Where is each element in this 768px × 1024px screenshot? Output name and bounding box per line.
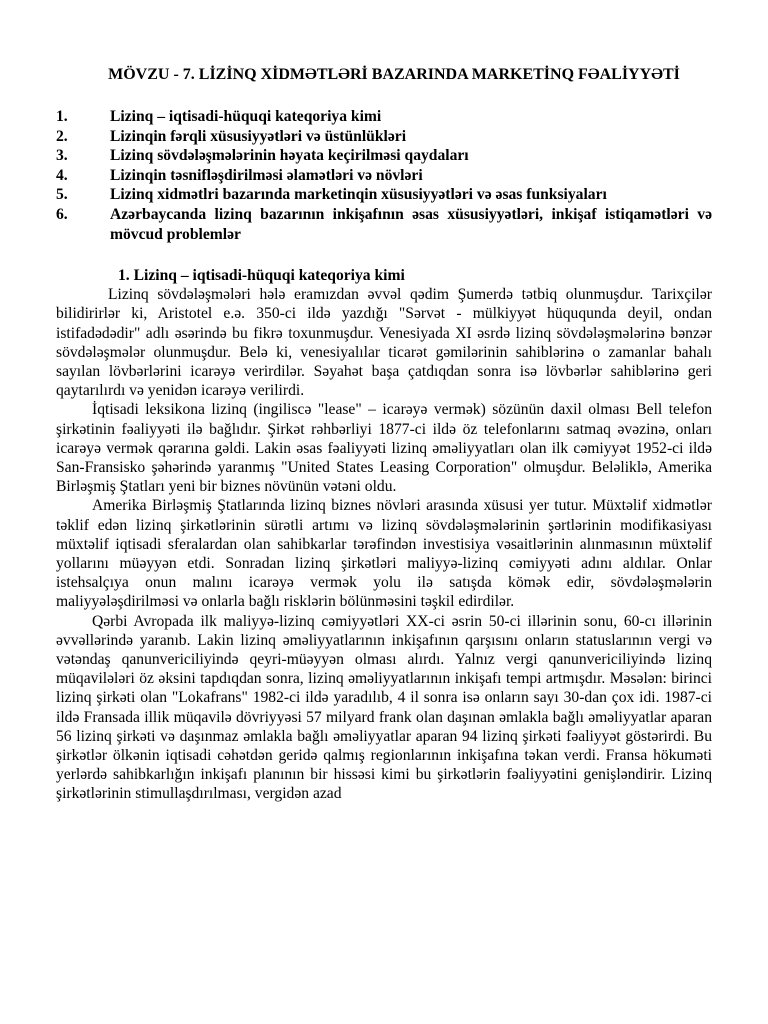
topic-item <box>56 146 712 166</box>
section-heading: 1. Lizinq – iqtisadi-hüquqi kateqoriya kimi <box>118 267 405 285</box>
topic-number: 1. <box>56 108 68 125</box>
topic-item <box>56 166 712 186</box>
topic-item <box>56 205 712 244</box>
page-title: MÖVZU - 7. LİZİNQ XİDMƏTLƏRİ BAZARINDA MARKETİNQ FƏALİYYƏTİ <box>108 66 680 83</box>
body-paragraph: Amerika Birləşmiş Ştatlarında lizinq biznes növləri arasında xüsusi yer tutur. Müxtəlif xidmətlər təklif edən lizinq şirkətlərinin sürətli artımı və lizinq sövdələşmələrinin şərtlərinin modifikasiyası müxtəlif iqtisadi sferalardan olan sahibkarlar tərəfindən investisiya vəsaitlərinin alınmasının müxtəlif yollarını müəyyən etdi. Sonradan lizinq şirkətləri maliyyə-lizinq cəmiyyəti adını aldılar. Onlar istehsalçıya onun malını icarəyə vermək yolu ilə satışda kömək edir, sövdələşmələrin maliyyələşdirilməsi və onlarla bağlı risklərin bölünməsini təşkil edirdilər. <box>56 497 712 611</box>
topic-number: 2. <box>56 127 68 145</box>
topic-text: Lizinq – iqtisadi-hüquqi kateqoriya kimi <box>110 108 382 125</box>
body-paragraph: Lizinq sövdələşmələri hələ eramızdan əvvəl qədim Şumerdə tətbiq olunmuşdur. Tarixçilər bilidirirlər ki, Aristotel e.ə. 350-ci ildə yazdığı "Sərvət - mülkiyyət hüququnda deyil, ondan istifadədədir" adlı əsərində bu fikrə toxunmuşdur. Venesiyada XI əsrdə lizinq sövdələşmələrinə bənzər sövdələşmələr olunmuşdur. Belə ki, venesiyalılar ticarət gəmilərinin sahiblərinə o zamanlar bahalı sayılan lövbərlərini icarəyə verirdilər. Səyahət başa çatdıqdan sonra isə lövbərlər sahiblərinə geri qaytarılırdı və yenidən icarəyə verilirdi. <box>56 286 712 400</box>
body-paragraph: İqtisadi leksikona lizinq (ingiliscə "lease" – icarəyə vermək) sözünün daxil olması Bell telefon şirkətinin fəaliyyəti ilə bağlıdır. Şirkət rəhbərliyi 1877-ci ildə öz telefonlarını satmaq əvəzinə, onları icarəyə vermək qərarına gəldi. Lakin əsas fəaliyyəti lizinq əməliyyatları olan ilk cəmiyyət 1952-ci ildə San-Fransisko şəhərində yaranmış "United States Leasing Corporation" olmuşdur. Beləliklə, Amerika Birləşmiş Ştatları yeni bir biznes növünün vətəni oldu. <box>56 401 712 496</box>
body-paragraph: Qərbi Avropada ilk maliyyə-lizinq cəmiyyətləri XX-ci əsrin 50-ci illərinin sonu, 60-cı illərinin əvvəllərində yaranıb. Lakin lizinq əməliyyatlarının inkişafının qarşısını onların statuslarının vergi və vətəndaş qanunvericiliyində qeyri-müəyyən olması alırdı. Yalnız vergi qanunvericiliyində lizinq müqavilələri öz əksini tapdıqdan sonra, lizinq əməliyyatlarının inkişafı tempi artmışdır. Məsələn: birinci lizinq şirkəti olan "Lokafrans" 1982-ci ildə yaradılıb, 4 il sonra isə onların sayı 30-dan çox idi. 1987-ci ildə Fransada illik müqavilə dövriyyəsi 57 milyard frank olan daşınan əmlakla bağlı əməliyyatlar aparan 56 lizinq şirkəti və daşınmaz əmlakla bağlı əməliyyatlar aparan 94 lizinq şirkəti fəaliyyət göstərirdi. Bu şirkətlər ölkənin iqtisadi cəhətdən geridə qalmış regionlarının inkişafına təkan verdi. Fransa hökuməti yerlərdə sahibkarlığın inkişafı planının bir hissəsi kimi bu şirkətlərin fəaliyyətini genişləndirir. Lizinq şirkətlərinin stimullaşdırılması, vergidən azad <box>56 612 712 803</box>
topic-text: Azərbaycanda lizinq bazarının inkişafının əsas xüsusiyyətləri, inkişaf istiqamətləri və mövcud problemlər <box>110 205 712 243</box>
topic-item <box>56 107 712 127</box>
topic-item <box>56 127 712 147</box>
topic-text: Lizinqin təsnifləşdirilməsi əlamətləri və növləri <box>110 166 423 184</box>
topic-text: Lizinq sövdələşmələrinin həyata keçirilməsi qaydaları <box>110 147 469 165</box>
topic-number: 4. <box>56 166 68 184</box>
topic-number: 5. <box>56 186 68 204</box>
topic-text: Lizinq xidmətlri bazarında marketinqin xüsusiyyətləri və əsas funksiyaları <box>110 186 607 204</box>
topic-item <box>56 185 712 205</box>
topic-list <box>56 107 712 244</box>
topic-number: 3. <box>56 147 68 165</box>
topic-text: Lizinqin fərqli xüsusiyyətləri və üstünlükləri <box>110 127 407 145</box>
topic-number: 6. <box>56 205 68 223</box>
